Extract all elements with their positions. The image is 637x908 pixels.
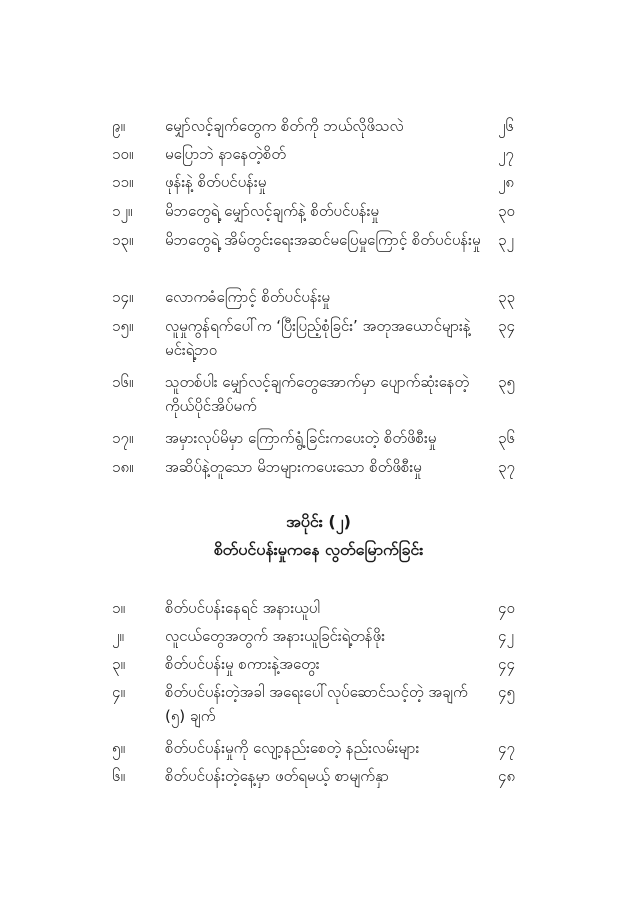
entry-page: ၄၂: [498, 627, 514, 645]
entry-page: ၃၃: [498, 288, 515, 306]
entry-number: ၅။: [112, 739, 125, 757]
entry-title: စိတ်ပင်ပန်းတဲ့နေ့မှာ ဖတ်ရမယ့် စာမျက်နှာ: [165, 767, 389, 785]
entry-title: သူတစ်ပါး မျှော်လင့်ချက်တွေအောက်မှာ ပျောက်ဆုံးနေတဲ့ ကိုယ်ပိုင်အိပ်မက်: [165, 373, 470, 415]
entry-page: ၄၀: [498, 599, 515, 617]
entry-page: ၃၄: [498, 317, 515, 335]
entry-title: မပြောဘဲ နာနေတဲ့စိတ်: [165, 145, 286, 163]
entry-title: စိတ်ပင်ပန်းမှုကို လျော့နည်းစေတဲ့ နည်းလမ်းများ: [165, 739, 420, 757]
entry-number: ၁၄။: [112, 288, 134, 306]
entry-page: ၃၅: [498, 373, 515, 391]
part-title: စိတ်ပင်ပန်းမှုကနေ လွတ်မြောက်ခြင်း: [213, 540, 424, 559]
part-label: အပိုင်း (၂): [286, 512, 351, 531]
entry-number: ၁၂။: [112, 202, 133, 220]
entry-number: ၂။: [112, 627, 124, 645]
entry-number: ၄။: [112, 683, 125, 701]
entry-number: ၁၇။: [112, 429, 134, 447]
entry-page: ၄၄: [498, 655, 515, 673]
entry-title: အဆိပ်နဲ့တူသော မိဘများကပေးသော စိတ်ဖိစီးမှု: [165, 458, 422, 476]
entry-page: ၃၆: [498, 429, 515, 447]
entry-number: ၆။: [112, 767, 125, 785]
entry-title: စိတ်ပင်ပန်းမှု စကားနဲ့အတွေး: [165, 655, 320, 673]
entry-page: ၄၅: [498, 683, 515, 701]
entry-number: ၁၁။: [112, 173, 134, 191]
entry-title: လူငယ်တွေအတွက် အနားယူခြင်းရဲ့တန်ဖိုး: [165, 627, 386, 645]
entry-page: ၄၈: [498, 767, 516, 785]
entry-page: ၃၂: [498, 231, 514, 249]
entry-number: ၁၀။: [112, 145, 134, 163]
entry-title: စိတ်ပင်ပန်းတဲ့အခါ အရေးပေါ်လုပ်ဆောင်သင့်တဲ့ အချက် (၅) ချက်: [165, 683, 468, 725]
entry-page: ၃၀: [498, 202, 515, 220]
entry-number: ၁၅။: [112, 317, 134, 335]
entry-number: ၁၃။: [112, 231, 134, 249]
entry-number: ၉။: [112, 117, 125, 135]
entry-title: ဖုန်းနဲ့ စိတ်ပင်ပန်းမှု: [165, 173, 267, 191]
entry-title: မိဘတွေရဲ့ အိမ်တွင်းရေးအဆင်မပြေမှုကြောင့် စိတ်ပင်ပန်းမှု: [165, 231, 481, 249]
entry-page: ၂၇: [498, 145, 514, 163]
entry-title: မိဘတွေရဲ့ မျှော်လင့်ချက်နဲ့ စိတ်ပင်ပန်းမှု: [165, 202, 379, 220]
entry-title: လူမှုကွန်ရက်ပေါ်က ‘ပြီးပြည့်စုံခြင်း’ အတုအယောင်များနဲ့ မင်းရဲ့ဘဝ: [165, 317, 471, 359]
entry-page: ၃၇: [498, 458, 515, 476]
entry-number: ၁။: [112, 599, 125, 617]
entry-page: ၄၇: [498, 739, 515, 757]
entry-title: အမှားလုပ်မိမှာ ကြောက်ရွံ့ခြင်းကပေးတဲ့ စိတ်ဖိစီးမှု: [165, 429, 437, 447]
entry-number: ၃။: [112, 655, 125, 673]
entry-number: ၁၆။: [112, 373, 134, 391]
entry-title: စိတ်ပင်ပန်းနေရင် အနားယူပါ: [165, 599, 320, 617]
entry-page: ၂၆: [498, 117, 514, 135]
entry-title: မျှော်လင့်ချက်တွေက စိတ်ကို ဘယ်လိုဖိသလဲ: [165, 117, 404, 135]
entry-number: ၁၈။: [112, 458, 134, 476]
entry-page: ၂၈: [498, 173, 514, 191]
entry-title: လောကဓံကြောင့် စိတ်ပင်ပန်းမှု: [165, 288, 330, 306]
